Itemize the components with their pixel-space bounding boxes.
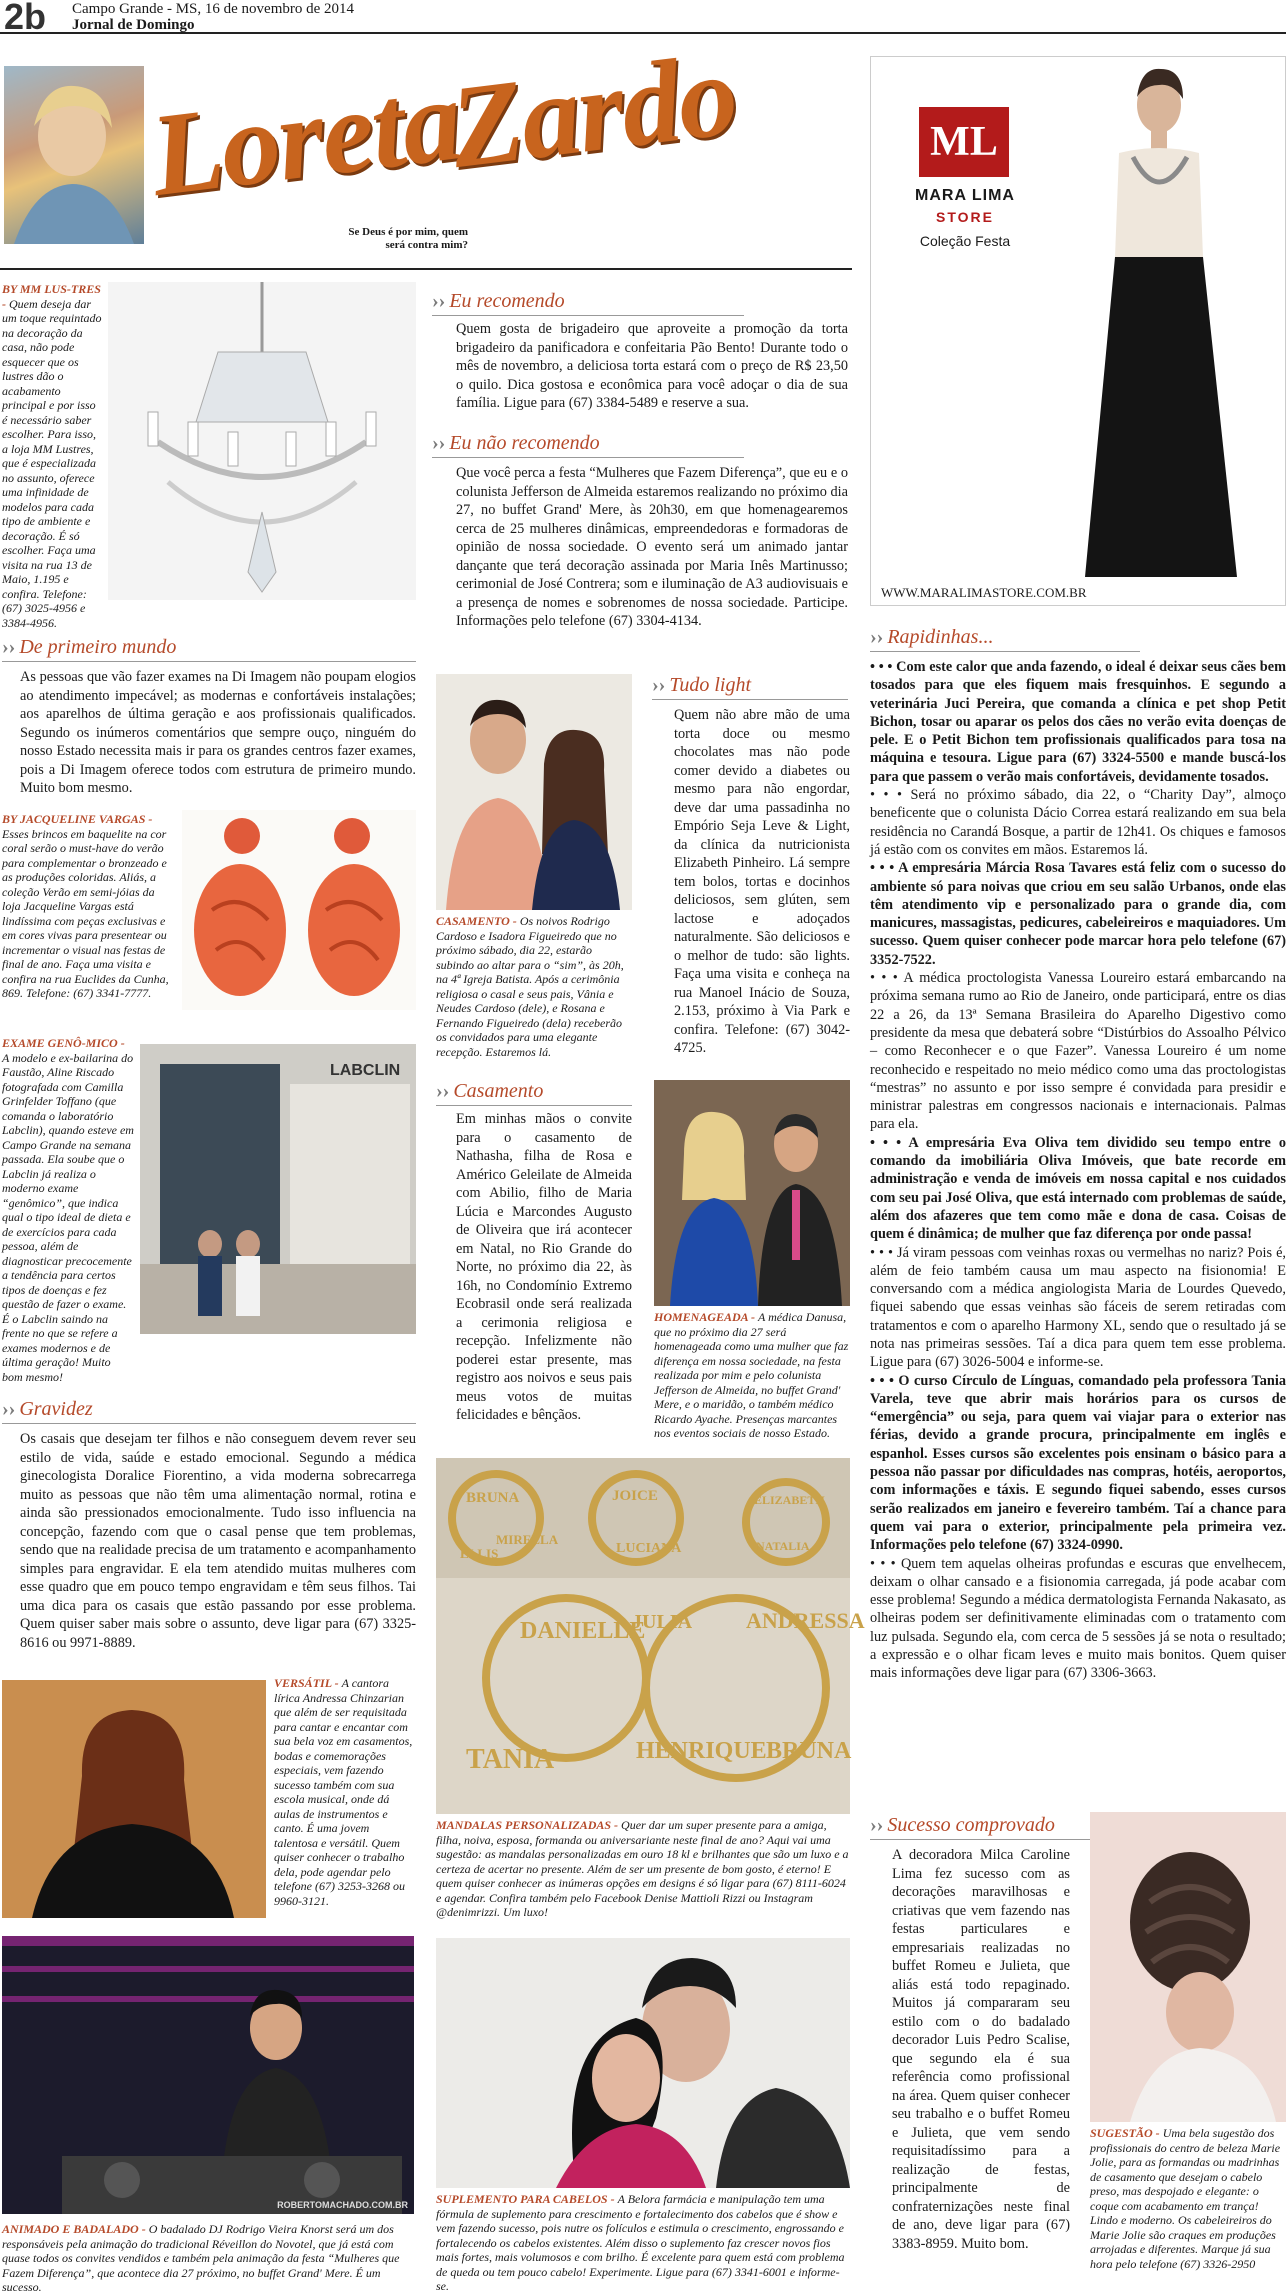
chevron-icon: ›› <box>870 1814 884 1836</box>
braided-bun-photo <box>1090 1812 1286 2122</box>
title-part-1: Loreta <box>143 53 467 222</box>
hair-couple-photo <box>436 1938 850 2188</box>
mandalas-photo <box>436 1458 865 1814</box>
ad-collection: Coleção Festa <box>919 233 1011 249</box>
coral-earrings-photo <box>182 810 416 1010</box>
ad-url[interactable]: WWW.MARALIMASTORE.COM.BR <box>881 585 1087 600</box>
dj-photo <box>2 1936 414 2214</box>
ad-logo: ML <box>919 107 1009 177</box>
mandala-word: BRUNA <box>766 1738 852 1764</box>
masthead-tagline: Se Deus é por mim, quem será contra mim? <box>348 226 468 251</box>
mandala-word: ANDRESSA <box>746 1608 865 1633</box>
page-number: 2b <box>4 0 47 37</box>
rapidinha-item: • • • Com este calor que anda fazendo, o ideal é deixar seus cães bem tosados para que eles fiquem mais fresquinhos. E segundo a veterinária Juci Pereira, que comanda a clínica e pet shop Petit Bichon, tosar ou aparar os pelos dos cães no verão evita doenças de pele. E o Petit Bichon tem profissionais qualificados para tosa na máquina e tesoura. Ligue para (67) 3324-5500 e mande buscá-los para que passem o verão mais confortáveis, devidamente tosados. <box>870 659 1286 785</box>
casamento-text: Em minhas mãos o convite para o casamento de Nathasha, filha de Rosa e Américo Geleilate de Almeida com Abilio, filho de Maria Lúcia e Marcondes Augusto de Oliveira que irá acontecer em Natal, no Rio Grande do Norte, no próximo dia 22, às 16h, no Condomínio Extremo Ecobrasil onde será realizada a cerimonia religiosa e recepção. Infelizmente não poderei estar presente, mas registro aos noivos e seus pais meus votos de muitas felicidades e bênçãos. <box>456 1111 632 1423</box>
mandala-word: NATALIA <box>756 1539 810 1553</box>
jacqueline-caption: BY JACQUELINE VARGAS - Esses brincos em baquelite na cor coral serão o must-have do verão para complementar o bronzeado e as produções coloridas. Aliás, a coleção Verão em semi-jóias da loja Jacqueline Vargas está lindíssima com peças exclusivas e em cores vivas para presentear ou incrementar o visual nas festas de final de ano. Faça uma visita e confira na rua Euclides da Cunha, 869. Telefone: (67) 3341-7777. <box>2 812 169 1000</box>
section-rapidinhas: ›› Rapidinhas... <box>870 626 1140 652</box>
section-eu-nao-recomendo: ›› Eu não recomendo <box>432 432 744 458</box>
mara-lima-ad[interactable] <box>870 56 1286 606</box>
chandelier-photo <box>108 282 416 600</box>
section-primeiro-mundo: ›› De primeiro mundo <box>2 636 416 662</box>
mandala-word: TANIA <box>466 1744 555 1775</box>
chevron-icon: ›› <box>432 290 446 312</box>
homenageada-caption: HOMENAGEADA - A médica Danusa, que no próximo dia 27 será homenageada como uma mulher que faz diferença em nossa sociedade, na festa realizada por mim e pelo colunista Jefferson de Almeida, no buffet Grand' Mere, e o maridão, o também médico Ricardo Ayache. Presenças marcantes nos eventos sociais de nosso Estado. <box>654 1310 849 1440</box>
newspaper-name: Jornal de Domingo <box>72 17 195 33</box>
rapidinha-item: • • • Será no próximo sábado, dia 22, o “Charity Day”, almoço beneficente que o colunista Dácio Correa estará realizando em sua bela residência no Carandá Bosque, a partir de 12h41. Os chiques e famosos já estão com os convites em mãos. Estaremos lá. <box>870 787 1286 858</box>
masthead-rule <box>0 268 852 270</box>
rapidinhas-list <box>870 658 1286 1683</box>
mandalas-caption: MANDALAS PERSONALIZADAS - Quer dar um super presente para a amiga, filha, noiva, esposa, formanda ou aniversariante neste final de ano? Aqui vai uma sugestão: as mandalas personalizadas em ouro 18 kl e brilhantes que são um luxo e a certeza de acertar no presente. Além de ser um presente de bom gosto, é eterno! E quem quiser conhecer as inúmeras opções em designs é só ligar para (67) 8111-6024 e agendar. Confira também pelo Facebook Denise Mattioli Rizzi ou Instagram @denimrizzi. Um luxo! <box>436 1818 849 1919</box>
rapidinha-item: • • • A empresária Eva Oliva tem dividido seu tempo entre o comando da imobiliária Oliva Imóveis, que bate recorde em administração e venda de imóveis em nossa capital e nos cuidados com seu pai José Oliva, que está internado com problemas de saúde, além dos afazeres que tem como mãe e dona de casa. Coisas de quem é dinâmica; de mulher que faz diferença por onde passa! <box>870 1134 1286 1243</box>
eu-nao-recomendo-text: Que você perca a festa “Mulheres que Fazem Diferença”, que eu e o colunista Jefferson de Almeida estaremos realizando no próximo dia 27, no buffet Grand' Mere, às 20h30, em que homenagearemos cerca de 25 mulheres dinâmicas, empreendedoras e formadoras de opinião de nossa sociedade. O evento será um animado jantar dançante que terá decoração assinada por Maria Inês Martinusso; cerimonial de José Contrera; som e iluminação de A3 audiovisuais e a presença de nomes e sobrenomes de nossa sociedade. Participe. Informações pelo telefone (67) 3304-4134. <box>456 465 848 629</box>
rapidinha-item: • • • A empresária Márcia Rosa Tavares está feliz com o sucesso do ambiente só para noivas que criou em seu salão Urbanos, onde elas têm atendimento vip e personalizado para o grande dia, com manicures, massagistas, pedicures, cabeleireiros e maquiadores. Um sucesso. Quem quiser conhecer pode marcar hora pelo telefone (67) 3352-7522. <box>870 860 1286 968</box>
mandala-word: MIRELLA <box>496 1532 559 1547</box>
homenageada-photo <box>654 1080 850 1306</box>
ad-brand: MARA LIMA <box>915 187 1015 204</box>
masthead-title <box>143 28 860 240</box>
location-date: Campo Grande - MS, 16 de novembro de 2014 <box>72 1 355 17</box>
eu-recomendo-text: Quem gosta de brigadeiro que aproveite a promoção da torta brigadeiro da panificadora e confeitaria Pão Bento! Durante todo o mês de novembro, a deliciosa torta estará com o preço de R$ 23,50 o quilo. Dica gostosa e econômica para você adoçar o dia de sua família. Ligue para (67) 3384-5489 e reserve a sua. <box>456 321 848 411</box>
rapidinha-item: • • • Já viram pessoas com veinhas roxas ou vermelhas no nariz? Pois é, além de feio também causa um mau aspecto na fisionomia! E conversando com a médica angiologista Maria de Lourdes Quevedo, fiquei sabendo que essas veinhas são fáceis de serem retiradas com tratamentos e com o aparelho Harmony XL, sendo que o resultado já se nota nas primeiras sessões. Taí a dica para quem tem esse problema. Ligue para (67) 3026-5004 e informe-se. <box>870 1244 1286 1371</box>
section-eu-recomendo: ›› Eu recomendo <box>432 290 744 316</box>
chevron-icon: ›› <box>2 1398 16 1420</box>
columnist-photo <box>4 66 144 244</box>
rapidinha-item: • • • A médica proctologista Vanessa Loureiro estará embarcando na próxima semana rumo ao Rio de Janeiro, onde participará, entre os dias 22 a 26, da 13ª Semana Brasileira do Aparelho Digestivo como presidente da mesa que debaterá sobre “Distúrbios do Assoalho Pélvico – como Reconhecer e o que Fazer”. Vanessa Loureiro é um nome reconhecido e respeitado no meio médico como uma das proctologistas “mestras” no assunto e por isso sempre é convidada para presidir e ministrar palestras em congressos nacionais e internacionais. Palmas para ela. <box>870 970 1286 1133</box>
mandala-word: JULIA <box>632 1611 693 1633</box>
singer-photo <box>2 1680 266 1918</box>
sugestao-caption: SUGESTÃO - Uma bela sugestão dos profissionais do centro de beleza Marie Jolie, para as formandas ou madrinhas de casamento que desejam o cabelo preso, mas despojado e elegante: o coque com acabamento em trança! Lindo e moderno. Os cabeleireiros do Marie Jolie são craques em produções arrojadas e diferentes. Marque já sua hora pelo telefone (67) 3326-2950 <box>1090 2126 1281 2271</box>
gravidez-text: Os casais que desejam ter filhos e não conseguem devem rever seu estilo de vida, saúde e estado emocional. Segundo a médica ginecologista Doralice Fiorentino, a vida moderna sobrecarrega muito as pessoas que não têm uma alimentação normal, rotina e ainda são pressionados emocionalmente. Tudo isso influencia na concepção, fazendo com que o casal pense que tem problemas, sendo que na realidade precisa de um tratamento e acompanhamento simples para engravidar. E ela tem atendido muitas mulheres com esse quadro que em pouco tempo engravidam e têm seus filhos. Tai uma dica para os casais que estão passando por esse problema. Quem quiser saber mais sobre o assunto, deve ligar para (67) 3325-8616 ou 9971-8889. <box>20 1431 416 1651</box>
section-tudo-light: ›› Tudo light <box>652 674 848 700</box>
ad-model-photo <box>1041 57 1281 587</box>
rapidinha-item: • • • Quem tem aquelas olheiras profundas e escuras que envelhecem, deixam o olhar cansado e a fisionomia carregada, já pode acabar com esse problema! Segundo a médica dermatologista Fernanda Nakasato, as olheiras podem ser definitivamente eliminadas com o tratamento com luz pulsada. Segundo ela, com cerca de 5 sessões já se nota o resultado; a expressão e o olhar ficam leves e muito mais bonitos. Quem quiser mais informações deve ligar para (67) 3306-3663. <box>870 1555 1286 1682</box>
exame-caption: EXAME GENÔ-MICO - A modelo e ex-bailarina do Faustão, Aline Riscado fotografada com Camilla Grinfelder Toffano (que comanda o laboratório Labclin), quando esteve em Campo Grande na semana passada. Ela soube que o Labclin já realiza o moderno exame “genômico”, que indica qual o tipo ideal de dieta e de exercícios para cada pessoa, além de diagnosticar precocemente a tendência para certos tipos de doenças e fez questão de fazer o exame. É o Labclin saindo na frente no que se refere a exames modernos e de última geração! Muito bom mesmo! <box>2 1036 134 1384</box>
ad-brand-sub: STORE <box>936 209 994 225</box>
animado-caption: ANIMADO E BADALADO - O badalado DJ Rodrigo Vieira Knorst será um dos responsáveis pela animação do tradicional Réveillon do Novotel, que já está com quase todos os convites vendidos e também pela animação da festa “Mulheres que Fazem Diferença”, que acontece dia 27 próximo, no buffet Grand' Mere. É um sucesso. <box>2 2222 400 2294</box>
labclin-sign: LABCLIN <box>330 1062 401 1079</box>
versatil-caption: VERSÁTIL - A cantora lírica Andressa Chinzarian que além de ser requisitada para cantar e encantar com sua bela voz em casamentos, bodas e comemorações especiais, vem fazendo sucesso também com sua escola musical, onde dá aulas de instrumentos e canto. É uma jovem talentosa e versátil. Quem quiser conhecer o trabalho dela, pode agendar pelo telefone (67) 3253-3268 ou 9960-3121. <box>274 1676 413 1908</box>
title-part-2: Zardo <box>443 28 743 194</box>
suplemento-caption: SUPLEMENTO PARA CABELOS - A Belora farmácia e manipulação tem uma fórmula de suplemento para crescimento e fortalecimento dos cabelos que é show e vem fazendo sucesso, pois nutre os folículos e estimula o crescimento, engrossando e fortalecendo os cabelos existentes. Além disso o suplemento faz crescer novos fios mais fortes, mais volumosos e com brilho. É excelente para quem está com problema de queda ou tem pouco cabelo! Experimente. Ligue para (67) 3341-6001 e informe-se. <box>436 2192 845 2293</box>
rapidinha-item: • • • O curso Círculo de Línguas, comandado pela professora Tania Varela, teve que abrir mais horários para os cursos de “emergência” ou seja, para quem vai viajar para o exterior nas férias, devido a grande procura, principalmente em inglês e espanhol. Esses cursos são excelentes pois ensinam o básico para a pessoa não passar por dificuldades nas compras, hotéis, aeroportos, com informações e táxis. E segundo fiquei sabendo, esses cursos serão realizados em janeiro e fevereiro também. Taí a chance para quem vai para o exterior, principalmente pela primeira vez. Informações pelo telefone (67) 3324-0990. <box>870 1372 1286 1554</box>
section-gravidez: ›› Gravidez <box>2 1398 416 1424</box>
couple-photo <box>436 674 632 910</box>
chevron-icon: ›› <box>652 674 666 696</box>
section-casamento: ›› Casamento <box>436 1080 632 1106</box>
photo-credit: ROBERTOMACHADO.COM.BR <box>277 2200 408 2210</box>
labclin-photo <box>140 1044 416 1334</box>
mandala-word: JOICE <box>612 1488 658 1504</box>
mandala-word: LUCIANA <box>616 1541 682 1556</box>
mm-lustres-caption: BY MM LUS-TRES - Quem deseja dar um toque requintado na decoração da casa, não pode esquecer que os lustres dão o acabamento principal e por isso é necessário saber escolher. Para isso, a loja MM Lustres, que é especializada no assunto, oferece uma infinidade de modelos para cada tipo de ambiente e decoração. É só escolher. Faça uma visita na rua 13 de Maio, 1.195 e confira. Telefone: (67) 3025-4956 e 3384-4956. <box>2 282 102 630</box>
chevron-icon: ›› <box>436 1080 450 1102</box>
chevron-icon: ›› <box>2 636 16 658</box>
casamento-caption: CASAMENTO - Os noivos Rodrigo Cardoso e Isadora Figueiredo que no próximo sábado, dia 22, estarão subindo ao altar para o “sim”, às 20h, na 4ª Igreja Batista. Após a cerimônia religiosa o casal e seus pais, Vânia e Neudes Cardoso (dele), e Rosana e Fernando Figueiredo (dela) receberão os convidados para uma elegante recepção. Estaremos lá. <box>436 914 624 1059</box>
sucesso-text: A decoradora Milca Caroline Lima fez sucesso com as decorações maravilhosas e criativas que vem fazendo nas festas particulares e empresariais realizadas no buffet Romeu e Julieta, que aliás está todo repaginado. Muitos já compararam seu estilo com o do badalado decorador Luis Pedro Scalise, que segundo ela é sua referência como profissional na área. Quem quiser conhecer seu trabalho e o buffet Romeu e Julieta, que vem sendo requisitadíssimo para a realização de festas, principalmente de confraternizações neste final de ano, deve ligar para (67) 3383-8959. Muito bom. <box>892 1847 1070 2252</box>
primeiro-mundo-text: As pessoas que vão fazer exames na Di Imagem não poupam elogios ao atendimento impecável; as modernas e confortáveis instalações; aos aparelhos de última geração e aos profissionais qualificados. Segundo os inúmeros comentários que sempre ouço, ninguém do nosso Estado necessita mais ir para os grandes centros fazer exames, pois a Di Imagem oferece todos com estrutura de primeiro mundo. Muito bom mesmo. <box>20 669 416 796</box>
mandala-word: HENRIQUE <box>636 1738 767 1764</box>
chevron-icon: ›› <box>432 432 446 454</box>
mandala-word: ELIZABETH <box>754 1493 825 1507</box>
section-sucesso: ›› Sucesso comprovado <box>870 1814 1090 1840</box>
mandala-word: DANIELLE <box>520 1618 646 1644</box>
chevron-icon: ›› <box>870 626 884 648</box>
mandala-word: ELLIS <box>460 1546 499 1561</box>
tudo-light-text: Quem não abre mão de uma torta doce ou mesmo chocolates mas não pode comer devido a diabetes ou mesmo para não engordar, deve dar uma passadinha no Empório Seja Leve & Light, da clínica da nutricionista Elizabeth Pinheiro. Lá sempre tem bolos, tortas e docinhos deliciosos, sem glúten, sem lactose e adoçados naturalmente. São deliciosos e o melhor de tudo: são lights. Faça uma visita e conheça na rua Manoel Inácio de Souza, 2.153, próximo à Via Park e confira. Telefone: (67) 3042-4725. <box>674 707 850 1056</box>
mandala-word: BRUNA <box>466 1490 520 1506</box>
